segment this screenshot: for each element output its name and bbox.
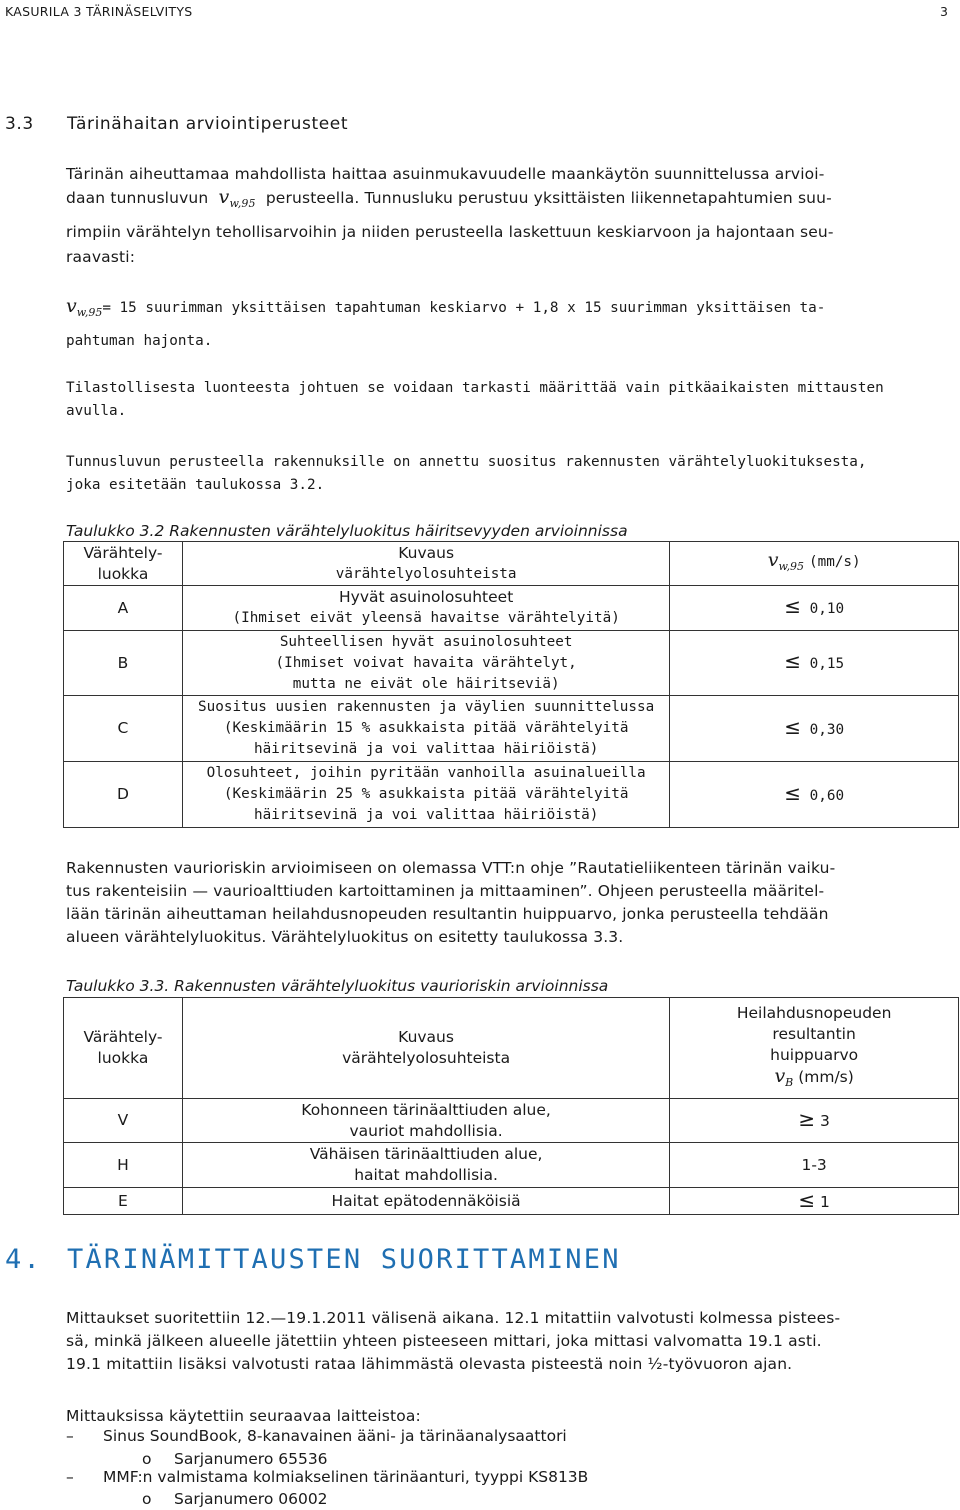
header-text: Kuvaus [398, 1028, 454, 1046]
value-cell [670, 586, 959, 631]
intro-line-2 [66, 186, 832, 215]
class-cell: E [64, 1188, 183, 1215]
v-subscript: B [785, 1076, 794, 1090]
desc-line: häiritsevinä ja voi valittaa häiriöistä) [254, 807, 599, 823]
section-heading [5, 114, 348, 134]
value-cell [670, 696, 959, 762]
equipment-item: Sinus SoundBook, 8-kanavainen ääni- ja tärinäanalysaattori [103, 1427, 567, 1445]
desc-line: mutta ne eivät ole häiritseviä) [292, 675, 560, 692]
class-cell: V [64, 1099, 183, 1143]
desc-cell [182, 631, 669, 696]
section-number: 4. [5, 1244, 42, 1275]
header-text: Kuvaus [398, 543, 455, 562]
value: 1 [820, 1192, 830, 1211]
unit: (mm/s) [798, 1067, 854, 1086]
bullet-dash: – [66, 1427, 74, 1445]
header-text: Värähtely- [83, 543, 163, 562]
table-row [64, 696, 959, 762]
desc-line: (Keskimäärin 15 % asukkaista pitää värähtelyitä [223, 720, 629, 736]
table-header-row [64, 998, 959, 1099]
header-class [64, 542, 183, 586]
header-text: Värähtely- [83, 1028, 163, 1046]
value: 0,10 [809, 601, 845, 617]
value-cell [670, 1188, 959, 1215]
table-3-2 [63, 541, 959, 828]
table-3-3 [63, 997, 959, 1215]
equipment-item: MMF:n valmistama kolmiakselinen tärinäanturi, tyyppi KS813B [103, 1468, 589, 1486]
op: ≤ [784, 780, 802, 805]
desc-cell [182, 762, 669, 828]
header-text: luokka [97, 1049, 149, 1067]
header-value [670, 542, 959, 586]
class-cell: D [64, 762, 183, 828]
section-title: Tärinähaitan arviointiperusteet [67, 114, 349, 134]
intro-line-3: rimpiin värähtelyn tehollisarvoihin ja niiden perusteella laskettuun keskiarvoon ja hajontaan seu- [66, 223, 834, 241]
para5-line-2: sä, minkä jälkeen alueelle jätettiin yhteen pisteeseen mittari, joka mittasi valvomatta 19.1 asti. [66, 1332, 822, 1350]
value: 3 [820, 1112, 830, 1130]
value-cell [670, 762, 959, 828]
para2-line-1: Tilastollisesta luonteesta johtuen se voidaan tarkasti määrittää vain pitkäaikaisten mittausten [66, 380, 884, 396]
table-header-row [64, 542, 959, 586]
header-desc [182, 542, 669, 586]
v-symbol: v [218, 186, 230, 208]
table-row [64, 1143, 959, 1188]
op: ≤ [784, 649, 802, 673]
desc-cell [182, 1188, 669, 1215]
table2-caption: Taulukko 3.3. Rakennusten värähtelyluokitus vaurioriskin arvioinnissa [66, 977, 609, 995]
equipment-serial: Sarjanumero 65536 [174, 1450, 328, 1468]
desc-line: (Ihmiset voivat havaita värähtelyt, [275, 654, 577, 671]
table-row [64, 762, 959, 828]
value: 1-3 [801, 1155, 827, 1174]
header-class [64, 998, 183, 1099]
intro-line-4: raavasti: [66, 248, 136, 266]
desc-cell [182, 586, 669, 631]
desc-line: Kohonneen tärinäalttiuden alue, [301, 1100, 551, 1119]
bullet-circle: o [142, 1450, 152, 1468]
header-text: resultantin [772, 1024, 856, 1043]
desc-line: Olosuhteet, joihin pyritään vanhoilla asuinalueilla [206, 765, 646, 781]
value-cell [670, 1099, 959, 1143]
section-title: TÄRINÄMITTAUSTEN SUORITTAMINEN [67, 1244, 621, 1275]
para6-line-1: Mittauksissa käytettiin seuraavaa laitteistoa: [66, 1407, 421, 1425]
para3-line-1: Tunnusluvun perusteella rakennuksille on annettu suositus rakennusten värähtelyluokituksesta, [66, 454, 867, 470]
desc-line: Vähäisen tärinäalttiuden alue, [309, 1145, 543, 1163]
v-subscript: w,95 [229, 197, 256, 211]
formula-line-2: pahtuman hajonta. [66, 333, 213, 349]
para4-line-2: tus rakenteisiin — vaurioalttiuden kartoittaminen ja mittaaminen”. Ohjeen perusteella määritel- [66, 882, 825, 900]
v-symbol: v [66, 295, 77, 317]
op: ≤ [784, 714, 802, 739]
desc-line: haitat mahdollisia. [354, 1166, 498, 1184]
para2-line-2: avulla. [66, 403, 127, 419]
section-4-heading [5, 1244, 621, 1275]
table-row [64, 1099, 959, 1143]
para4-line-4: alueen värähtelyluokitus. Värähtelyluokitus on esitetty taulukossa 3.3. [66, 928, 624, 946]
para5-line-1: Mittaukset suoritettiin 12.—19.1.2011 välisenä aikana. 12.1 mitattiin valvotusti kolmessa pistees- [66, 1309, 841, 1327]
formula-text: = 15 suurimman yksittäisen tapahtuman keskiarvo + 1,8 x 15 suurimman yksittäisen ta- [102, 300, 826, 316]
header-text: luokka [97, 564, 149, 583]
op: ≤ [798, 1187, 816, 1212]
class-cell: A [64, 586, 183, 631]
value-cell [670, 1143, 959, 1188]
table-row [64, 586, 959, 631]
desc-cell [182, 1099, 669, 1143]
op: ≤ [784, 594, 802, 618]
bullet-dash: – [66, 1468, 74, 1486]
header-text: värähtelyolosuhteista [335, 565, 517, 582]
class-cell: C [64, 696, 183, 762]
bullet-circle: o [142, 1490, 152, 1508]
para5-line-3: 19.1 mitattiin lisäksi valvotusti rataa lähimmästä olevasta pisteestä noin ½-työvuoron ajan. [66, 1355, 793, 1373]
desc-cell [182, 696, 669, 762]
header-text: värähtelyolosuhteista [342, 1049, 511, 1067]
page-number: 3 [940, 4, 948, 19]
desc-line: (Ihmiset eivät yleensä havaitse värähtelyitä) [232, 610, 620, 626]
intro-text: daan tunnusluvun [66, 189, 209, 207]
value: 0,60 [809, 787, 845, 804]
header-value [670, 998, 959, 1099]
unit: (mm/s) [809, 553, 861, 570]
value-cell [670, 631, 959, 696]
intro-text: perusteella. Tunnusluku perustuu yksittäisten liikennetapahtumien suu- [265, 189, 832, 207]
desc-line: Suositus uusien rakennusten ja väylien suunnittelussa [198, 699, 655, 715]
table1-caption: Taulukko 3.2 Rakennusten värähtelyluokitus häiritsevyyden arvioinnissa [66, 522, 628, 540]
v-subscript: w,95 [778, 560, 805, 574]
para4-line-3: lään tärinän aiheuttaman heilahdusnopeuden resultantin huippuarvo, jonka perusteella tehdään [66, 905, 829, 923]
desc-line: häiritsevinä ja voi valittaa häiriöistä) [254, 741, 599, 757]
v-symbol: v [767, 548, 779, 571]
para3-line-2: joka esitetään taulukossa 3.2. [66, 477, 325, 493]
intro-line-1: Tärinän aiheuttamaa mahdollista haittaa asuinmukavuudelle maankäytön suunnittelussa arvioi- [66, 165, 825, 183]
value: 0,30 [809, 721, 845, 738]
v-subscript: w,95 [76, 305, 103, 319]
table-row [64, 1188, 959, 1215]
class-cell: H [64, 1143, 183, 1188]
value: 0,15 [809, 656, 845, 672]
op: ≥ [798, 1107, 816, 1131]
desc-line: vauriot mahdollisia. [349, 1121, 503, 1140]
header-text: Heilahdusnopeuden [736, 1003, 892, 1022]
desc-line: Hyvät asuinolosuhteet [339, 588, 514, 606]
v-symbol: v [774, 1064, 786, 1087]
header-desc [182, 998, 669, 1099]
header-text: huippuarvo [770, 1045, 859, 1064]
desc-line: Suhteellisen hyvät asuinolosuhteet [279, 633, 573, 650]
para4-line-1: Rakennusten vaurioriskin arvioimiseen on olemassa VTT:n ohje ”Rautatieliikenteen tärinän vaiku- [66, 859, 836, 877]
desc-line: Haitat epätodennäköisiä [331, 1191, 521, 1210]
class-cell: B [64, 631, 183, 696]
table-row [64, 631, 959, 696]
formula-line-1 [66, 295, 825, 324]
desc-cell [182, 1143, 669, 1188]
header-title: KASURILA 3 TÄRINÄSELVITYS [5, 4, 193, 19]
equipment-serial: Sarjanumero 06002 [174, 1490, 328, 1508]
section-number: 3.3 [5, 114, 34, 134]
desc-line: (Keskimäärin 25 % asukkaista pitää värähtelyitä [223, 786, 629, 802]
